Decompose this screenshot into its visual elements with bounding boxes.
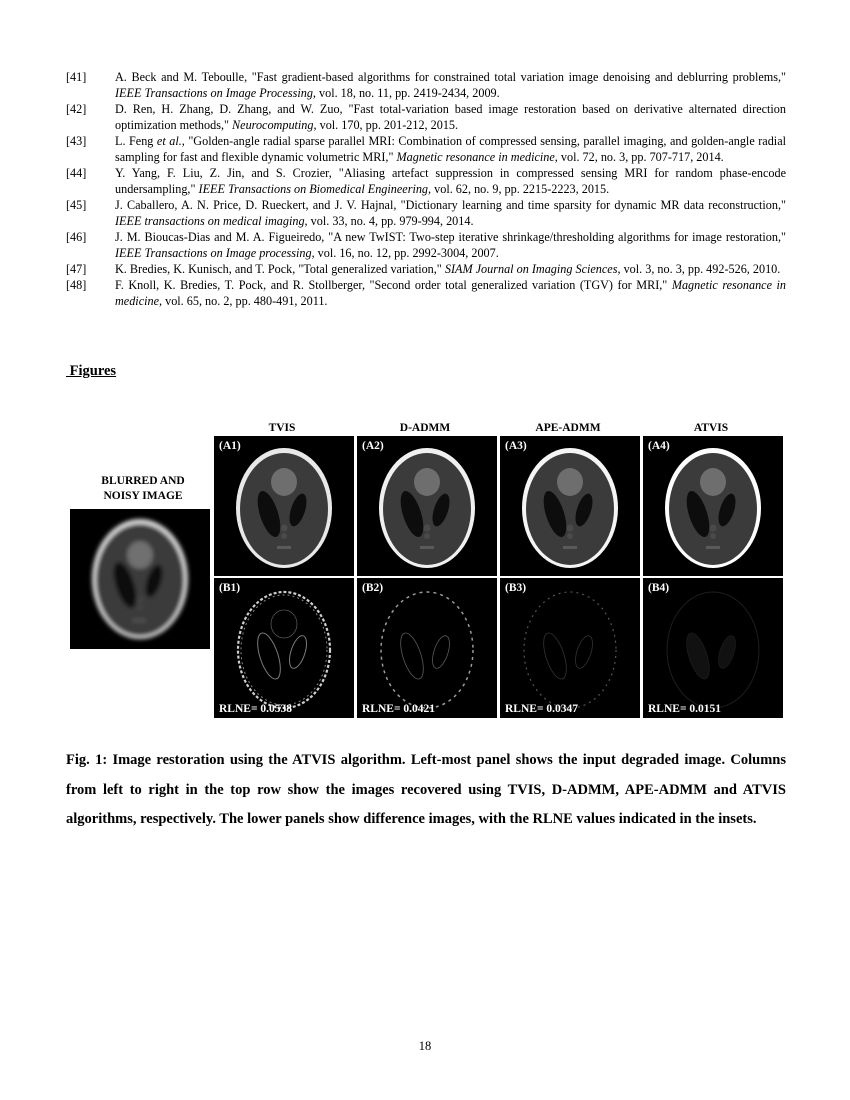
- reference-number: [47]: [66, 262, 87, 276]
- column-title-tvis: TVIS: [268, 422, 296, 434]
- panel-label: (B1): [219, 582, 241, 594]
- panel-label: (B2): [362, 582, 384, 594]
- rlne-value: RLNE= 0.0347: [505, 703, 579, 715]
- column-title-ape-admm: APE-ADMM: [535, 422, 601, 434]
- panel-label: (A1): [219, 440, 241, 452]
- reference-text: J. Caballero, A. N. Price, D. Rueckert, and J. V. Hajnal, "Dictionary learning and time sparsity for dynamic MR data reconstruction," IEEE transactions on medical imaging, vol. 33, no. 4, pp. 979-994, 2014.: [115, 198, 786, 228]
- figure-caption: Fig. 1: Image restoration using the ATVIS algorithm. Left-most panel shows the input degraded image. Columns from left to right in the top row show the images recovered using TVIS, D-ADMM, APE-ADMM and ATVIS algorithms, respectively. The lower panels show difference images, with the RLNE values indicated in the insets.: [66, 752, 786, 827]
- rlne-value: RLNE= 0.0421: [362, 703, 436, 715]
- reference-text: Y. Yang, F. Liu, Z. Jin, and S. Crozier, "Aliasing artefact suppression in compressed sensing MRI for random phase-encode undersampling," IEEE Transactions on Biomedical Engineering, vol. 62, no. 9, pp. 2215-2223, 2015.: [115, 166, 786, 196]
- difference-image-d-admm: [357, 578, 497, 718]
- reference-number: [42]: [66, 102, 87, 116]
- difference-map: [357, 578, 497, 718]
- reference-41: [66, 69, 786, 101]
- rlne-value: RLNE= 0.0151: [648, 703, 722, 715]
- recovered-image-ape-admm: [500, 436, 640, 576]
- page-number: 18: [418, 1039, 432, 1053]
- reference-44: [66, 165, 786, 197]
- panel-label: (A4): [648, 440, 670, 452]
- reference-number: [46]: [66, 230, 87, 244]
- column-title-atvis: ATVIS: [693, 422, 729, 434]
- panel-label: (B3): [505, 582, 527, 594]
- phantom-recovered: [500, 436, 640, 576]
- reference-number: [45]: [66, 198, 87, 212]
- figures-heading: Figures: [66, 363, 117, 379]
- panel-label: (A2): [362, 440, 384, 452]
- difference-map: [643, 578, 783, 718]
- reference-48: [66, 277, 786, 309]
- reference-list: [66, 69, 786, 309]
- reference-text: J. M. Bioucas-Dias and M. A. Figueiredo, "A new TwIST: Two-step iterative shrinkage/thresholding algorithms for image restoration," IEEE Transactions on Image processing, vol. 16, no. 12, pp. 2992-3004, 2007.: [115, 230, 786, 260]
- reference-42: [66, 101, 786, 133]
- blurred-noisy-image: [70, 509, 210, 649]
- phantom-recovered: [643, 436, 783, 576]
- phantom-recovered: [214, 436, 354, 576]
- phantom-recovered: [357, 436, 497, 576]
- panel-label: (B4): [648, 582, 670, 594]
- reference-text: F. Knoll, K. Bredies, T. Pock, and R. Stollberger, "Second order total generalized variation (TGV) for MRI," Magnetic resonance in medicine, vol. 65, no. 2, pp. 480-491, 2011.: [115, 278, 786, 308]
- reference-43: [66, 133, 786, 165]
- reference-text: A. Beck and M. Teboulle, "Fast gradient-based algorithms for constrained total variation image denoising and deblurring problems," IEEE Transactions on Image Processing, vol. 18, no. 11, pp. 2419-2434, 2009.: [115, 70, 786, 100]
- reference-45: [66, 197, 786, 229]
- difference-image-ape-admm: [500, 578, 640, 718]
- reference-number: [43]: [66, 134, 87, 148]
- phantom-blurred: [70, 509, 210, 649]
- blurred-image-title: BLURRED AND NOISY IMAGE: [101, 475, 185, 502]
- reference-text: K. Bredies, K. Kunisch, and T. Pock, "Total generalized variation," SIAM Journal on Imaging Sciences, vol. 3, no. 3, pp. 492-526, 2010.: [115, 262, 781, 276]
- recovered-image-tvis: [214, 436, 354, 576]
- difference-image-tvis: [214, 578, 354, 718]
- reference-47: [66, 261, 786, 277]
- reference-46: [66, 229, 786, 261]
- rlne-value: RLNE= 0.0538: [219, 703, 293, 715]
- reference-text: L. Feng et al., "Golden-angle radial sparse parallel MRI: Combination of compressed sensing, parallel imaging, and golden-angle radial sampling for fast and flexible dynamic volumetric MRI," Magnetic resonance in medicine, vol. 72, no. 3, pp. 707-717, 2014.: [115, 134, 786, 164]
- reference-number: [48]: [66, 278, 87, 292]
- reference-number: [41]: [66, 70, 87, 84]
- reference-number: [44]: [66, 166, 87, 180]
- difference-image-atvis: [643, 578, 783, 718]
- panel-label: (A3): [505, 440, 527, 452]
- recovered-image-atvis: [643, 436, 783, 576]
- recovered-image-d-admm: [357, 436, 497, 576]
- column-title-d-admm: D-ADMM: [399, 422, 451, 434]
- difference-map: [500, 578, 640, 718]
- difference-map: [214, 578, 354, 718]
- reference-text: D. Ren, H. Zhang, D. Zhang, and W. Zuo, "Fast total-variation based image restoration based on derivative alternated direction optimization methods," Neurocomputing, vol. 170, pp. 201-212, 2015.: [115, 102, 786, 132]
